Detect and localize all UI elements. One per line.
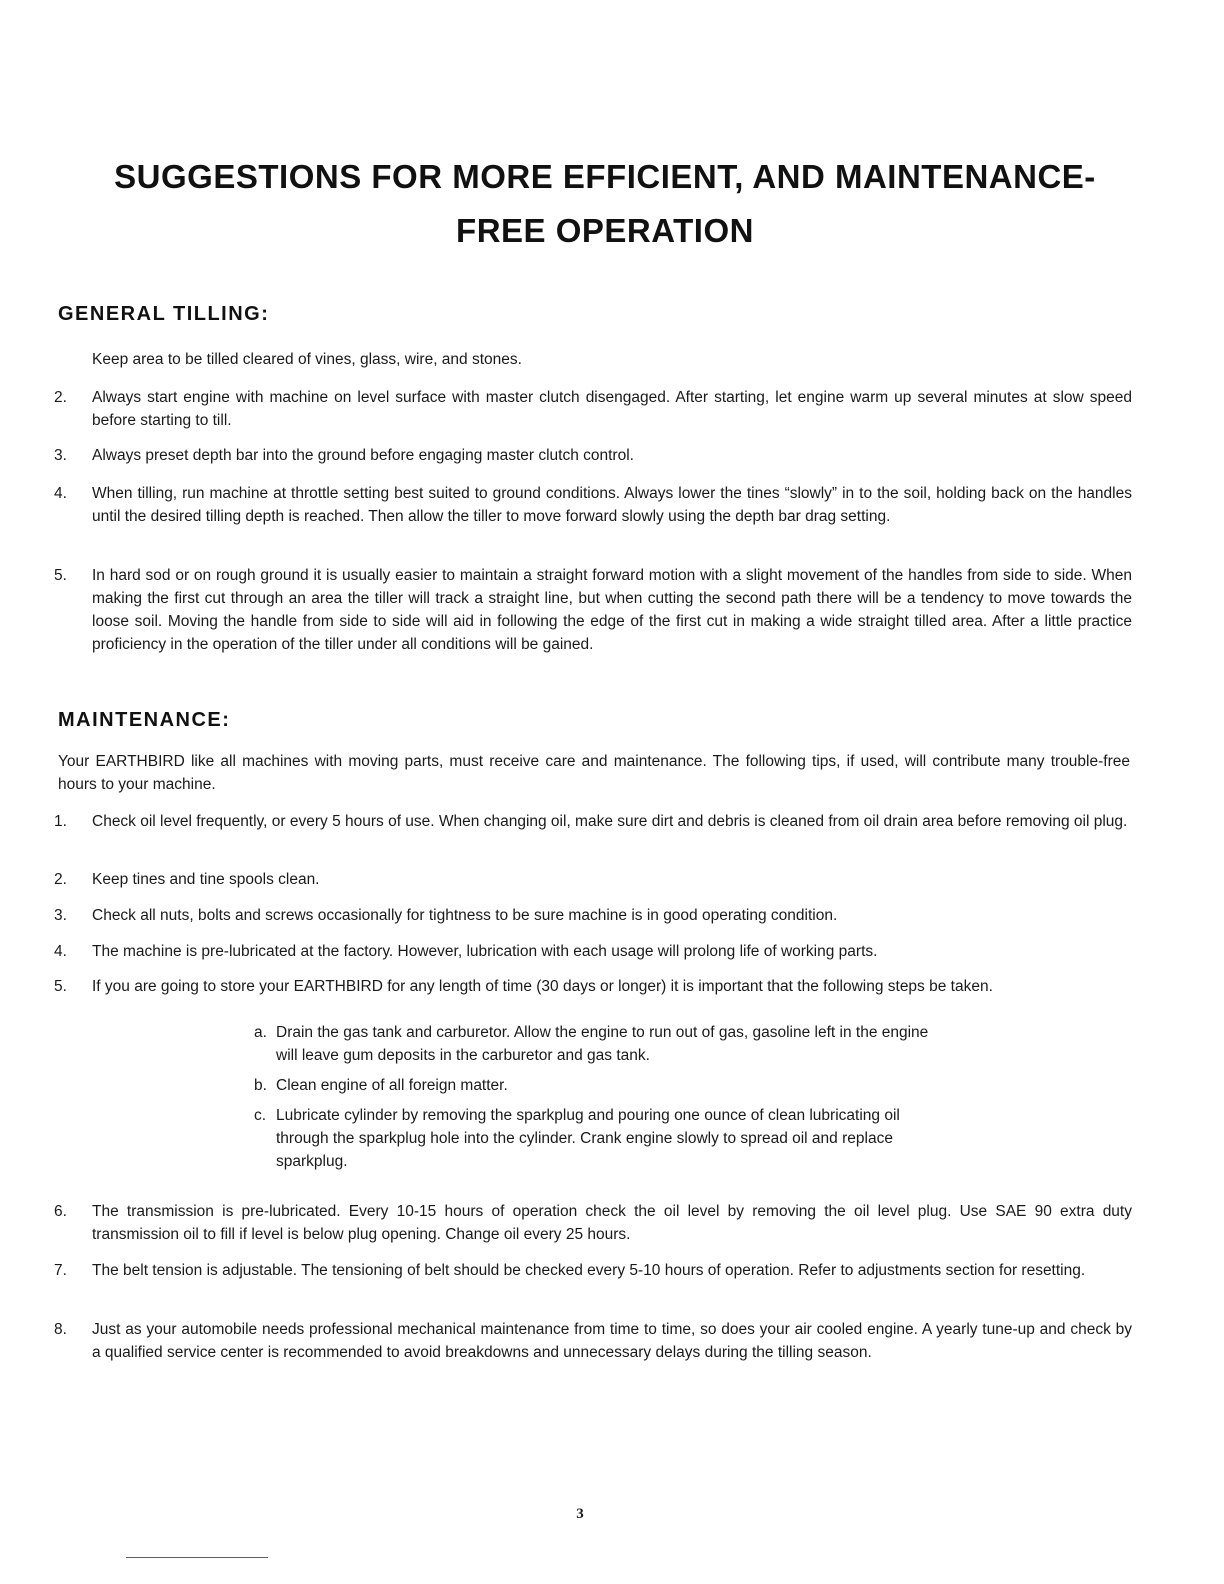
- storage-step-a: a. Drain the gas tank and carburetor. Allow the engine to run out of gas, gasoline left in the engine will leave gum deposits in the carburetor and gas tank.: [254, 1024, 929, 1064]
- page-title: [60, 150, 1150, 258]
- title-line-2: FREE OPERATION: [456, 212, 754, 249]
- storage-step-b: b. Clean engine of all foreign matter.: [254, 1077, 508, 1094]
- general-item-2: 2. Always start engine with machine on level surface with master clutch disengaged. After starting, let engine warm up several minutes at slow speed before starting to till.: [54, 389, 1132, 429]
- maintenance-item-8: 8. Just as your automobile needs professional mechanical maintenance from time to time, so does your air cooled engine. A yearly tune-up and check by a qualified service center is recommended to avoid breakdowns and unnecessary delays during the tilling season.: [54, 1321, 1132, 1361]
- maintenance-intro: Your EARTHBIRD like all machines with moving parts, must receive care and maintenance. The following tips, if used, will contribute many trouble-free hours to your machine.: [58, 753, 1130, 793]
- maintenance-item-1: 1. Check oil level frequently, or every 5 hours of use. When changing oil, make sure dirt and debris is cleaned from oil drain area before removing oil plug.: [54, 813, 1128, 830]
- general-item-1: Keep area to be tilled cleared of vines, glass, wire, and stones.: [92, 351, 522, 368]
- maintenance-item-4: 4. The machine is pre-lubricated at the factory. However, lubrication with each usage will prolong life of working parts.: [54, 943, 878, 960]
- maintenance-item-3: 3. Check all nuts, bolts and screws occasionally for tightness to be sure machine is in good operating condition.: [54, 907, 838, 924]
- storage-step-c: c. Lubricate cylinder by removing the sparkplug and pouring one ounce of clean lubricating oil through the sparkplug hole into the cylinder. Crank engine slowly to spread oil and replace sparkplug.: [254, 1107, 900, 1170]
- footer-rule: [126, 1557, 268, 1558]
- general-item-3: 3. Always preset depth bar into the ground before engaging master clutch control.: [54, 447, 634, 464]
- title-line-1: SUGGESTIONS FOR MORE EFFICIENT, AND MAINTENANCE-: [114, 158, 1096, 195]
- maintenance-heading: MAINTENANCE:: [58, 709, 231, 731]
- general-tilling-heading: GENERAL TILLING:: [58, 303, 270, 325]
- page-number: 3: [576, 1506, 584, 1522]
- maintenance-item-6: 6. The transmission is pre-lubricated. Every 10-15 hours of operation check the oil level by removing the oil level plug. Use SAE 90 extra duty transmission oil to fill if level is below plug opening. Change oil every 25 hours.: [54, 1203, 1132, 1243]
- maintenance-item-5: 5. If you are going to store your EARTHBIRD for any length of time (30 days or longer) it is important that the following steps be taken.: [54, 978, 993, 995]
- maintenance-item-7: 7. The belt tension is adjustable. The tensioning of belt should be checked every 5-10 hours of operation. Refer to adjustments section for resetting.: [54, 1262, 1086, 1279]
- general-item-4: 4. When tilling, run machine at throttle setting best suited to ground conditions. Always lower the tines “slowly” in to the soil, holding back on the handles until the desired tilling depth is reached. Then allow the tiller to move forward slowly using the depth bar drag setting.: [54, 485, 1132, 525]
- maintenance-item-2: 2. Keep tines and tine spools clean.: [54, 871, 320, 888]
- general-item-5: 5. In hard sod or on rough ground it is usually easier to maintain a straight forward motion with a slight movement of the handles from side to side. When making the first cut through an area the tiller will track a straight line, but when cutting the second path there will be a tendency to move towards the loose soil. Moving the handle from side to side will aid in following the edge of the first cut in making a wide straight tilled area. After a little practice proficiency in the operation of the tiller under all conditions will be gained.: [54, 567, 1132, 653]
